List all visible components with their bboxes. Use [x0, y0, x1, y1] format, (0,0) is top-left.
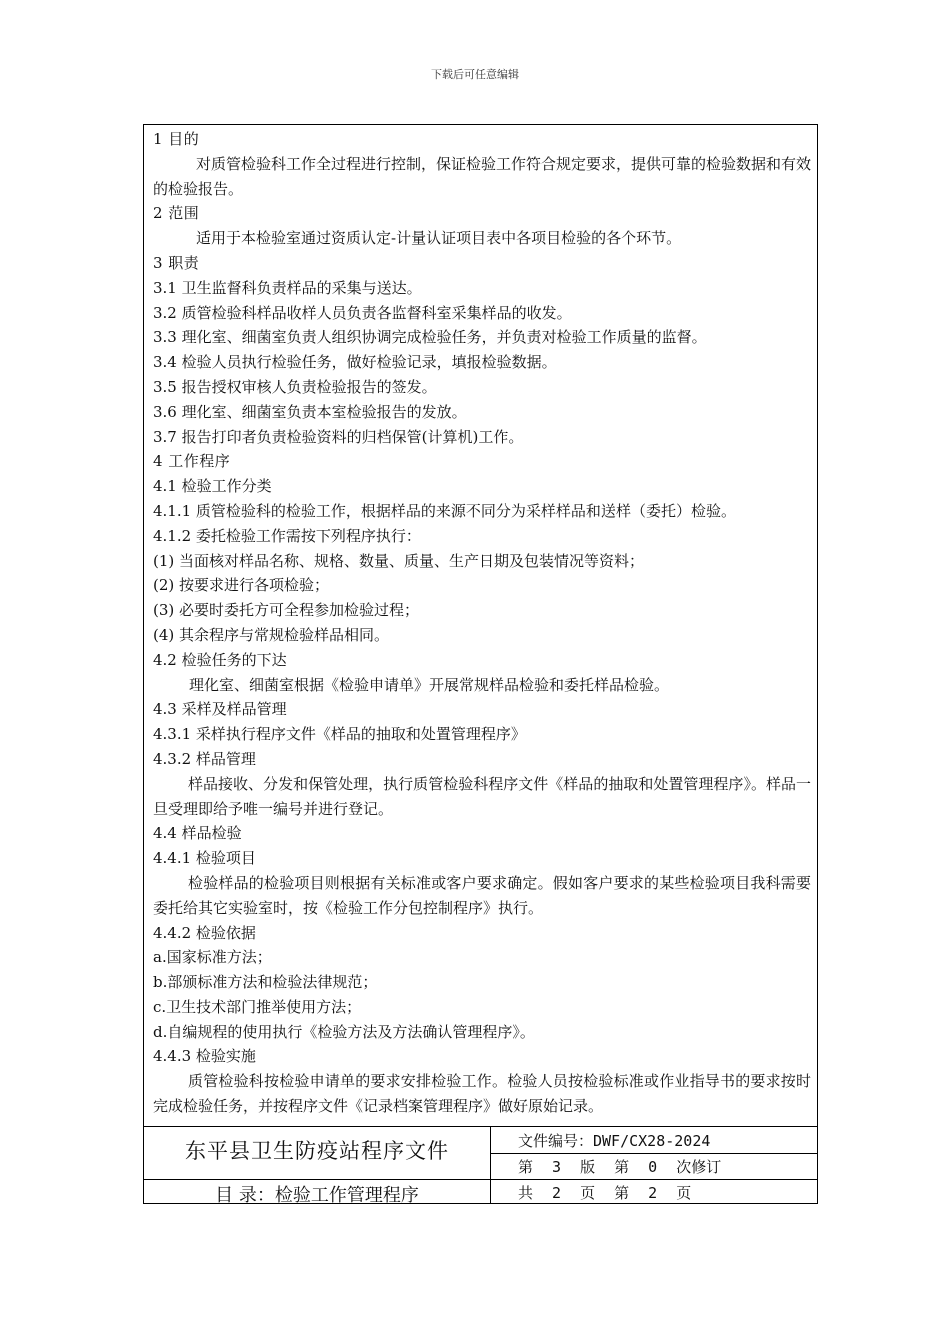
document-line: 3.6 理化室、细菌室负责本室检验报告的发放。 — [153, 402, 467, 421]
document-line: (3) 必要时委托方可全程参加检验过程； — [153, 601, 420, 620]
document-line: 4.1.1 质管检验科的检验工作，根据样品的来源不同分为采样样品和送样（委托）检验。 — [153, 501, 736, 520]
document-line: 样品接收、分发和保管处理，执行质管检验科程序文件《样品的抽取和处置管理程序》。样品一旦受理即给予唯一编号并进行登记。 — [153, 774, 811, 818]
document-line: 4.3.2 样品管理 — [153, 749, 256, 768]
document-line: (4) 其余程序与常规检验样品相同。 — [153, 625, 390, 644]
document-line: 对质管检验科工作全过程进行控制，保证检验工作符合规定要求，提供可靠的检验数据和有效的检验报告。 — [153, 154, 812, 198]
document-line: d.自编规程的使用执行《检验方法及方法确认管理程序》。 — [153, 1022, 535, 1041]
document-footer-table — [144, 1126, 817, 1206]
document-line: (2) 按要求进行各项检验； — [153, 576, 330, 595]
document-body — [153, 127, 811, 1119]
file-number: 文件编号：DWF/CX28-2024 — [518, 1132, 711, 1150]
document-line: 3.3 理化室、细菌室负责人组织协调完成检验任务，并负责对检验工作质量的监督。 — [153, 328, 707, 347]
revision-info: 第 3 版 第 0 次修订 — [518, 1158, 722, 1176]
document-line: 4.1 检验工作分类 — [153, 477, 272, 496]
document-line: 3.4 检验人员执行检验任务，做好检验记录，填报检验数据。 — [153, 353, 557, 372]
document-line: a.国家标准方法； — [153, 948, 272, 967]
document-line: 1 目的 — [153, 130, 200, 148]
document-line: b.部颁标准方法和检验法律规范； — [153, 973, 378, 992]
document-line: 理化室、细菌室根据《检验申请单》开展常规样品检验和委托样品检验。 — [189, 675, 670, 694]
organization-title: 东平县卫生防疫站程序文件 — [185, 1139, 449, 1163]
document-line: 2 范围 — [153, 204, 200, 223]
document-line: 4.1.2 委托检验工作需按下列程序执行： — [153, 526, 421, 545]
document-line: 3 职责 — [153, 253, 200, 272]
document-line: 4.4.3 检验实施 — [153, 1047, 256, 1066]
document-line: 4.2 检验任务的下达 — [153, 650, 287, 669]
footer-divider-horizontal — [144, 1179, 817, 1180]
document-toc-title: 目 录：检验工作管理程序 — [215, 1185, 419, 1206]
document-line: c.卫生技术部门推举使用方法； — [153, 997, 362, 1016]
page-info: 共 2 页 第 2 页 — [518, 1184, 692, 1202]
document-line: (1) 当面核对样品名称、规格、数量、质量、生产日期及包装情况等资料； — [153, 551, 645, 570]
document-line: 4.4.1 检验项目 — [153, 849, 256, 868]
document-line: 4.4.2 检验依据 — [153, 923, 256, 942]
document-line: 3.5 报告授权审核人负责检验报告的签发。 — [153, 377, 437, 396]
footer-divider-horizontal-right — [490, 1153, 817, 1154]
document-line: 检验样品的检验项目则根据有关标准或客户要求确定。假如客户要求的某些检验项目我科需要委托给其它实验室时，按《检验工作分包控制程序》执行。 — [153, 873, 811, 917]
document-line: 适用于本检验室通过资质认定-计量认证项目表中各项目检验的各个环节。 — [196, 229, 682, 248]
footer-divider-vertical — [490, 1127, 491, 1203]
document-line: 4.3 采样及样品管理 — [153, 700, 287, 719]
document-line: 4.4 样品检验 — [153, 824, 242, 843]
watermark-text: 下载后可任意编辑 — [431, 68, 519, 81]
document-line: 质管检验科按检验申请单的要求安排检验工作。检验人员按检验标准或作业指导书的要求按时完成检验任务，并按程序文件《记录档案管理程序》做好原始记录。 — [153, 1072, 811, 1116]
document-line: 4 工作程序 — [153, 452, 231, 471]
document-line: 3.2 质管检验科样品收样人员负责各监督科室采集样品的收发。 — [153, 303, 572, 322]
document-line: 4.3.1 采样执行程序文件《样品的抽取和处置管理程序》 — [153, 725, 526, 744]
document-line: 3.1 卫生监督科负责样品的采集与送达。 — [153, 278, 422, 297]
document-frame — [143, 124, 818, 1204]
document-line: 3.7 报告打印者负责检验资料的归档保管(计算机)工作。 — [153, 427, 524, 446]
